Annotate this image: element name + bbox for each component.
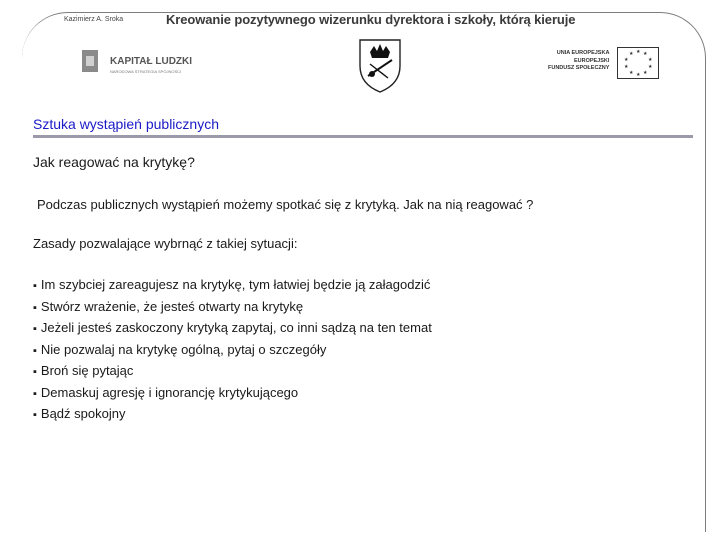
list-item: ▪ Broń się pytając (33, 361, 432, 383)
list-item: ▪ Im szybciej zareagujesz na krytykę, tym łatwiej będzie ją załagodzić (33, 275, 432, 297)
list-item: ▪ Bądź spokojny (33, 404, 432, 426)
list-item: ▪ Demaskuj agresję i ignorancję krytykującego (33, 383, 432, 405)
section-title: Sztuka wystąpień publicznych (33, 116, 219, 132)
rules-lead-text: Zasady pozwalające wybrnąć z takiej sytuacji: (33, 236, 298, 251)
kapital-ludzki-icon (82, 50, 98, 72)
list-item: ▪ Jeżeli jesteś zaskoczony krytyką zapytaj, co inni sądzą na ten temat (33, 318, 432, 340)
eu-label (548, 50, 609, 73)
eu-flag-icon: ★ ★ ★ ★ ★ ★ ★ ★ ★ ★ (617, 47, 659, 79)
author-name: Kazimierz A. Sroka (64, 16, 124, 23)
eu-label-line: UNIA EUROPEJSKA (556, 50, 610, 56)
header-title: Kreowanie pozytywnego wizerunku dyrektora i szkoły, którą kieruje (166, 12, 576, 27)
intro-text: Podczas publicznych wystąpień możemy spotkać się z krytyką. Jak na nią reagować ? (37, 197, 534, 212)
eu-label-line: FUNDUSZ SPOŁECZNY (548, 65, 610, 71)
kapital-ludzki-subtitle: NARODOWA STRATEGIA SPÓJNOŚCI (110, 69, 182, 74)
crest-emblem-icon (358, 38, 402, 94)
rules-list (33, 275, 432, 426)
section-divider (33, 135, 693, 138)
list-item: ▪ Nie pozwalaj na krytykę ogólną, pytaj o szczegóły (33, 340, 432, 362)
kapital-ludzki-name: KAPITAŁ LUDZKI (110, 56, 193, 67)
question-heading: Jak reagować na krytykę? (33, 154, 195, 170)
list-item: ▪ Stwórz wrażenie, że jesteś otwarty na krytykę (33, 297, 432, 319)
eu-label-line: EUROPEJSKI (573, 57, 610, 64)
